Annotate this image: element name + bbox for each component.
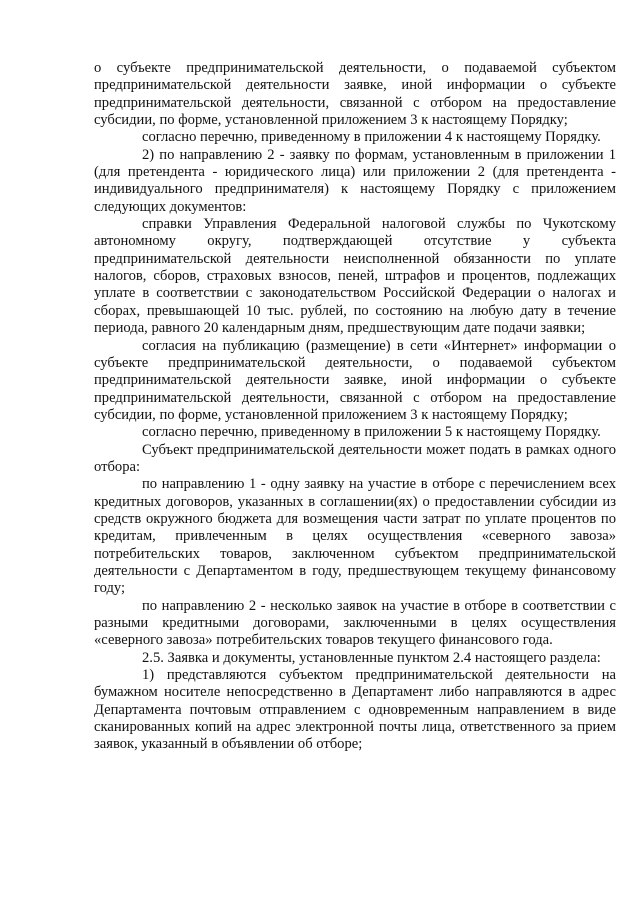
paragraph: согласия на публикацию (размещение) в сети «Интернет» информации о субъекте предпринимательской деятельности, о подаваемой субъектом предпринимательской деятельности заявке, иной информации о субъекте предпринимательской деятельности, связанной с отбором на предоставление субсидии, по форме, установленной приложением 3 к настоящему Порядку; — [94, 337, 616, 423]
paragraph: согласно перечню, приведенному в приложении 4 к настоящему Порядку. — [142, 129, 601, 146]
paragraph: о субъекте предпринимательской деятельности, о подаваемой субъектом предпринимательской деятельности заявке, иной информации о субъекте предпринимательской деятельности, связанной с отбором на предоставление субсидии, по форме, установленной приложением 3 к настоящему Порядку; — [94, 60, 616, 129]
paragraph: по направлению 2 - несколько заявок на участие в отборе в соответствии с разными кредитными договорами, заключенными в целях осуществления «северного завоза» потребительских товаров текущего финансового года. — [94, 597, 616, 649]
paragraph: 1) представляются субъектом предпринимательской деятельности на бумажном носителе непосредственно в Департамент либо направляются в адрес Департамента почтовым отправлением с одновременным направлением в виде сканированных копий на адрес электронной почты лица, ответственного за прием заявок, указанный в объявлении об отборе; — [94, 667, 616, 753]
paragraph: согласно перечню, приведенному в приложении 5 к настоящему Порядку. — [142, 424, 601, 441]
paragraph: по направлению 1 - одну заявку на участие в отборе с перечислением всех кредитных договоров, указанных в соглашении(ях) о предоставлении субсидии из средств окружного бюджета для возмещения части затрат по уплате процентов по кредитам, привлеченным в целях осуществления «северного завоза» потребительских товаров, заключенном субъектом предпринимательской деятельности с Департаментом в году, предшествующем текущему финансовому году; — [94, 476, 616, 597]
paragraph: справки Управления Федеральной налоговой службы по Чукотскому автономному округу, подтверждающей отсутствие у субъекта предпринимательской деятельности неисполненной обязанности по уплате налогов, сборов, страховых взносов, пеней, штрафов и процентов, подлежащих уплате в соответствии с законодательством Российской Федерации о налогах и сборах, превышающей 10 тыс. рублей, по состоянию на любую дату в течение периода, равного 20 календарным дням, предшествующим дате подачи заявки; — [94, 216, 616, 337]
paragraph: 2) по направлению 2 - заявку по формам, установленным в приложении 1 (для претендента - юридического лица) или приложении 2 (для претендента - индивидуального предпринимателя) к настоящему Порядку с приложением следующих документов: — [94, 146, 616, 215]
paragraph: Субъект предпринимательской деятельности может подать в рамках одного отбора: — [94, 441, 616, 475]
document-body — [94, 60, 616, 754]
paragraph: 2.5. Заявка и документы, установленные пунктом 2.4 настоящего раздела: — [142, 649, 601, 666]
